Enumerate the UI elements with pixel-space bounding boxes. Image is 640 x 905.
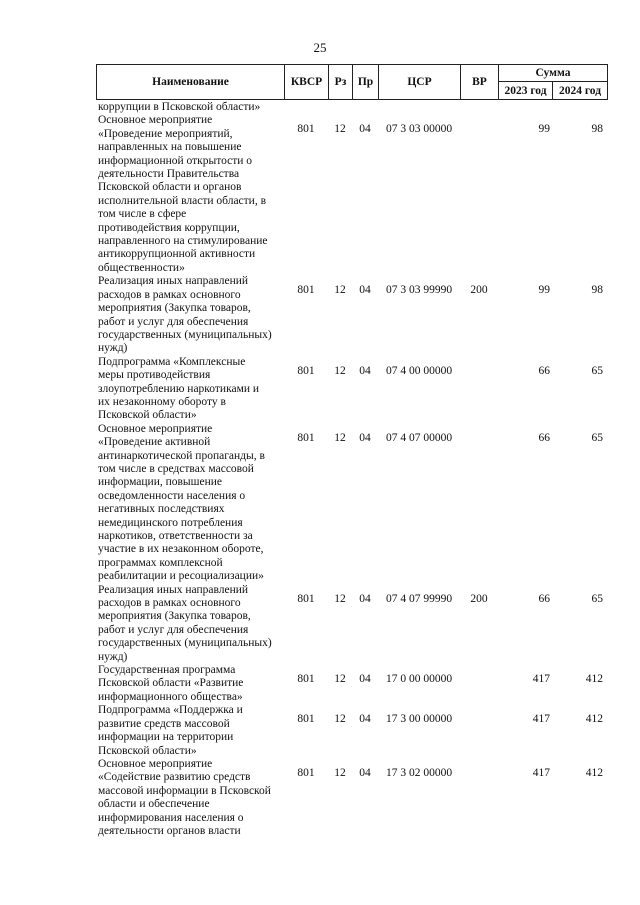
row-name-line: информационного общества»: [98, 690, 243, 703]
row-name: [96, 584, 286, 664]
table-row: [96, 584, 608, 664]
row-name-line: «Проведение мероприятий,: [98, 127, 233, 140]
row-name: [96, 275, 286, 355]
cell-s2024: 98: [591, 123, 603, 136]
row-name-line: расходов в рамках основного: [98, 288, 241, 301]
row-name-line: немедицинского потребления: [98, 516, 243, 529]
row-name-line: направленного на стимулирование: [98, 235, 268, 248]
cell-kvsr: 801: [297, 673, 315, 686]
row-name-line: злоупотреблению наркотиками и: [98, 382, 260, 395]
cell-rz: 12: [334, 364, 346, 377]
row-name: [96, 114, 286, 275]
row-name-line: негативных последствиях: [98, 503, 225, 516]
cell-rz: 12: [334, 431, 346, 444]
cell-rz: 12: [334, 123, 346, 136]
header-pr: Пр: [353, 65, 379, 99]
table-header: [96, 64, 608, 100]
cell-s2024: 412: [585, 766, 603, 779]
cell-csr: 17 0 00 00000: [385, 673, 453, 686]
cell-s2023: 417: [532, 713, 550, 726]
row-name-line: Основное мероприятие: [98, 114, 213, 127]
row-name-line: исполнительной власти области, в: [98, 194, 267, 207]
row-name-line: Псковской области «Развитие: [98, 677, 244, 690]
row-name-line: том числе в сфере: [98, 208, 187, 221]
row-name-line: развитие средств массовой: [98, 717, 230, 730]
row-name-line: нужд): [98, 650, 128, 663]
table-row: [96, 114, 608, 275]
row-name-line: участие в их незаконном обороте,: [98, 543, 264, 556]
row-name-line: расходов в рамках основного: [98, 597, 241, 610]
table-row: [96, 704, 608, 758]
row-name-line: общественности»: [98, 261, 185, 274]
row-name-line: Подпрограмма «Поддержка и: [98, 704, 243, 717]
cell-kvsr: 801: [297, 713, 315, 726]
row-name-line: массовой информации в Псковской: [98, 784, 271, 797]
cell-rz: 12: [334, 284, 346, 297]
row-name: [96, 664, 286, 704]
cell-csr: 07 3 03 99990: [385, 284, 453, 297]
row-name-line: их незаконному обороту в: [98, 395, 226, 408]
row-name-line: государственных (муниципальных): [98, 637, 272, 650]
cell-s2023: 417: [532, 766, 550, 779]
row-name: [96, 704, 286, 758]
cell-s2023: 417: [532, 673, 550, 686]
row-name-line: том числе в средствах массовой: [98, 462, 254, 475]
cell-s2024: 65: [591, 364, 603, 377]
cell-kvsr: 801: [297, 766, 315, 779]
header-name: Наименование: [97, 65, 285, 99]
cell-pr: 04: [359, 713, 371, 726]
row-name-line: Реализация иных направлений: [98, 275, 249, 288]
row-name: [96, 758, 286, 838]
row-name-line: Основное мероприятие: [98, 757, 213, 770]
header-2023: 2023 год: [499, 82, 553, 99]
row-name-line: мероприятия (Закупка товаров,: [98, 302, 251, 315]
row-name-line: Подпрограмма «Комплексные: [98, 355, 246, 368]
cell-rz: 12: [334, 713, 346, 726]
table-row: [96, 664, 608, 704]
cell-csr: 07 4 07 99990: [385, 592, 453, 605]
row-name-line: государственных (муниципальных): [98, 328, 272, 341]
cell-csr: 07 4 07 00000: [385, 431, 453, 444]
row-name-line: деятельности Правительства: [98, 168, 240, 181]
row-name-line: антикоррупционной активности: [98, 248, 256, 261]
row-name-line: нужд): [98, 342, 128, 355]
row-name-line: работ и услуг для обеспечения: [98, 315, 249, 328]
header-2024: 2024 год: [558, 84, 602, 97]
cell-pr: 04: [359, 123, 371, 136]
cell-s2023: 99: [538, 284, 550, 297]
cell-s2023: 66: [538, 592, 550, 605]
table-row: [96, 758, 608, 838]
row-name-line: информационной открытости о: [98, 154, 253, 167]
cell-s2023: 66: [538, 431, 550, 444]
cell-s2024: 65: [591, 592, 603, 605]
row-name-line: антинаркотической пропаганды, в: [98, 449, 265, 462]
row-name-line: Государственная программа: [98, 664, 236, 677]
cell-vr: 200: [470, 284, 488, 297]
cell-rz: 12: [334, 592, 346, 605]
header-vr: ВР: [461, 65, 499, 99]
row-name-line: Псковской области и органов: [98, 181, 242, 194]
cell-csr: 17 3 02 00000: [385, 766, 453, 779]
table-row: [96, 275, 608, 355]
header-sum: Сумма: [499, 65, 607, 82]
header-kvsr: КВСР: [285, 65, 329, 99]
cell-s2023: 66: [538, 364, 550, 377]
row-name-line: области и обеспечение: [98, 798, 210, 811]
row-name-line: деятельности органов власти: [98, 824, 241, 837]
row-name-line: информации, повышение: [98, 476, 223, 489]
row-name-line: противодействия коррупции,: [98, 221, 240, 234]
cell-pr: 04: [359, 431, 371, 444]
row-name-line: меры противодействия: [98, 369, 211, 382]
cell-kvsr: 801: [297, 431, 315, 444]
cell-s2024: 98: [591, 284, 603, 297]
cell-s2024: 65: [591, 431, 603, 444]
cell-vr: 200: [470, 592, 488, 605]
table-row: [96, 101, 608, 114]
row-name-line: Псковской области»: [98, 409, 197, 422]
cell-s2024: 412: [585, 673, 603, 686]
row-name-line: «Проведение активной: [98, 436, 211, 449]
header-rz: Рз: [329, 65, 353, 99]
row-name-line: Основное мероприятие: [98, 422, 213, 435]
row-name-line: мероприятия (Закупка товаров,: [98, 610, 251, 623]
row-name-line: программах комплексной: [98, 556, 223, 569]
row-name-line: работ и услуг для обеспечения: [98, 623, 249, 636]
cell-csr: 07 4 00 00000: [385, 364, 453, 377]
page-number: 25: [313, 40, 327, 55]
row-name: [96, 101, 286, 114]
row-name: [96, 356, 286, 423]
row-name-line: информации на территории: [98, 731, 234, 744]
cell-s2024: 412: [585, 713, 603, 726]
row-name-line: коррупции в Псковской области»: [98, 101, 261, 113]
cell-pr: 04: [359, 364, 371, 377]
row-name: [96, 423, 286, 584]
cell-kvsr: 801: [297, 592, 315, 605]
table-body: [96, 101, 608, 838]
row-name-line: «Содействие развитию средств: [98, 771, 251, 784]
row-name-line: Реализация иных направлений: [98, 583, 249, 596]
row-name-line: информирования населения о: [98, 811, 244, 824]
cell-pr: 04: [359, 592, 371, 605]
table-row: [96, 356, 608, 423]
cell-pr: 04: [359, 766, 371, 779]
cell-pr: 04: [359, 284, 371, 297]
row-name-line: осведомленности населения о: [98, 489, 246, 502]
cell-csr: 17 3 00 00000: [385, 713, 453, 726]
table-row: [96, 423, 608, 584]
row-name-line: направленных на повышение: [98, 141, 242, 154]
cell-kvsr: 801: [297, 284, 315, 297]
row-name-line: Псковской области»: [98, 744, 197, 757]
row-name-line: реабилитации и ресоциализации»: [98, 570, 264, 583]
cell-rz: 12: [334, 673, 346, 686]
cell-csr: 07 3 03 00000: [385, 123, 453, 136]
header-csr: ЦСР: [379, 65, 461, 99]
cell-rz: 12: [334, 766, 346, 779]
cell-s2023: 99: [538, 123, 550, 136]
cell-kvsr: 801: [297, 364, 315, 377]
row-name-line: наркотиков, ответственности за: [98, 530, 253, 542]
cell-pr: 04: [359, 673, 371, 686]
cell-kvsr: 801: [297, 123, 315, 136]
